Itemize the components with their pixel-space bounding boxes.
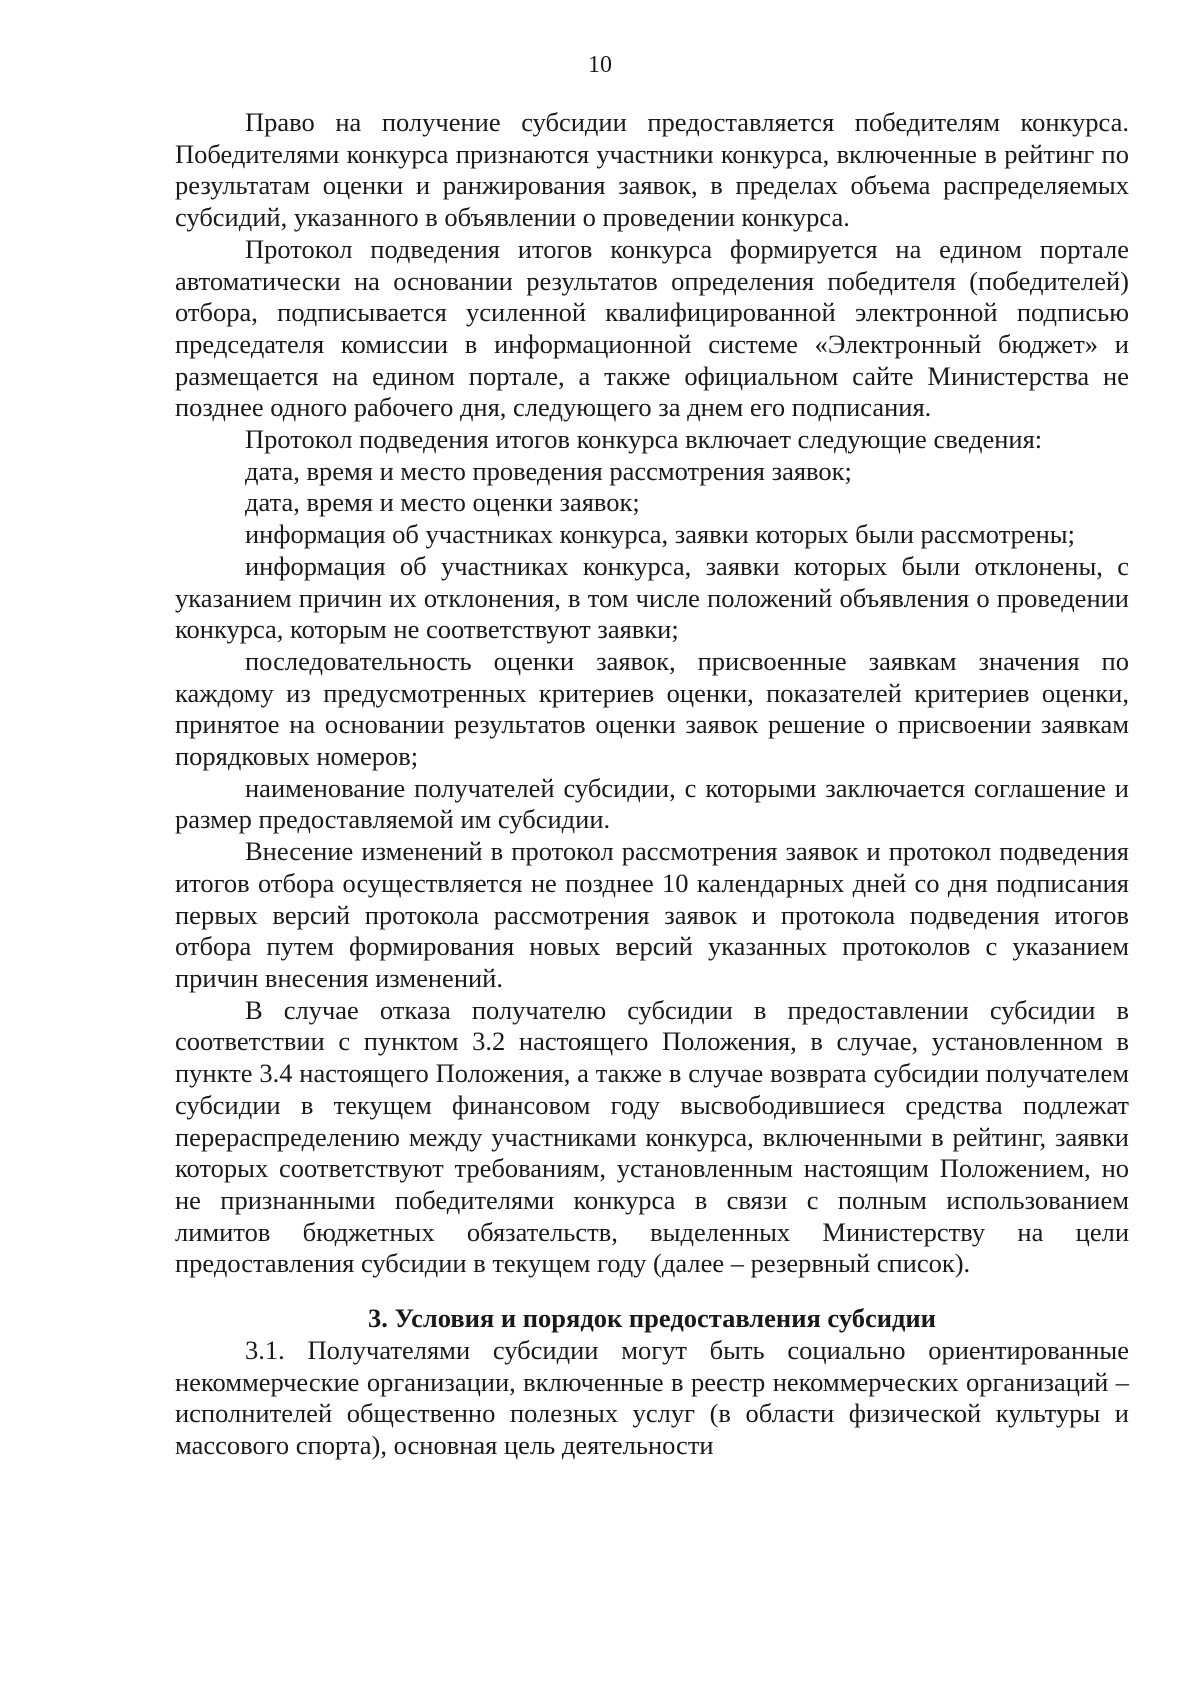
list-item-recipients: наименование получателей субсидии, с которыми заключается соглашение и размер предоставляемой им субсидии.	[175, 772, 1129, 835]
paragraph-protocol-formation: Протокол подведения итогов конкурса формируется на едином портале автоматически на основании результатов определения победителя (победителей) отбора, подписывается усиленной квалифицированной электронной подписью председателя комиссии в информационной системе «Электронный бюджет» и размещается на едином портале, а также официальном сайте Министерства не позднее одного рабочего дня, следующего за днем его подписания.	[175, 233, 1129, 423]
section-heading: 3. Условия и порядок предоставления субсидии	[368, 1303, 936, 1334]
paragraph-protocol-changes: Внесение изменений в протокол рассмотрения заявок и протокол подведения итогов отбора осуществляется не позднее 10 календарных дней со дня подписания первых версий протокола рассмотрения заявок и протокола подведения итогов отбора путем формирования новых версий указанных протоколов с указанием причин внесения изменений.	[175, 836, 1129, 993]
list-item-evaluation-sequence: последовательность оценки заявок, присвоенные заявкам значения по каждому из предусмотренных критериев оценки, показателей критериев оценки, принятое на основании результатов оценки заявок решение о присвоении заявкам порядковых номеров;	[175, 645, 1129, 772]
paragraph-reserve-list: В случае отказа получателю субсидии в предоставлении субсидии в соответствии с пунктом 3.2 настоящего Положения, в случае, установленном в пункте 3.4 настоящего Положения, а также в случае возврата субсидии получателем субсидии в текущем финансовом году высвободившиеся средства подлежат перераспределению между участниками конкурса, включенными в рейтинг, заявки которых соответствуют требованиям, установленным настоящим Положением, но не признанными победителями конкурса в связи с полным использованием лимитов бюджетных обязательств, выделенных Министерству на цели предоставления субсидии в текущем году (далее – резервный список).	[175, 994, 1129, 1279]
paragraph-protocol-contents: Протокол подведения итогов конкурса включает следующие сведения:	[245, 424, 1043, 455]
list-item-evaluation-date: дата, время и место оценки заявок;	[245, 487, 640, 518]
page-number: 10	[588, 52, 612, 78]
paragraph-winners: Право на получение субсидии предоставляется победителям конкурса. Победителями конкурса признаются участники конкурса, включенные в рейтинг по результатам оценки и ранжирования заявок, в пределах объема распределяемых субсидий, указанного в объявлении о проведении конкурса.	[175, 107, 1129, 233]
list-item-review-date: дата, время и место проведения рассмотрения заявок;	[245, 455, 852, 486]
list-item-reviewed-participants: информация об участниках конкурса, заявки которых были рассмотрены;	[245, 519, 1075, 550]
paragraph-3-1: 3.1. Получателями субсидии могут быть социально ориентированные некоммерческие организации, включенные в реестр некоммерческих организаций – исполнителей общественно полезных услуг (в области физической культуры и массового спорта), основная цель деятельности	[175, 1335, 1129, 1461]
list-item-rejected-participants: информация об участниках конкурса, заявки которых были отклонены, с указанием причин их отклонения, в том числе положений объявления о проведении конкурса, которым не соответствуют заявки;	[175, 550, 1129, 645]
document-body	[175, 107, 1129, 1462]
